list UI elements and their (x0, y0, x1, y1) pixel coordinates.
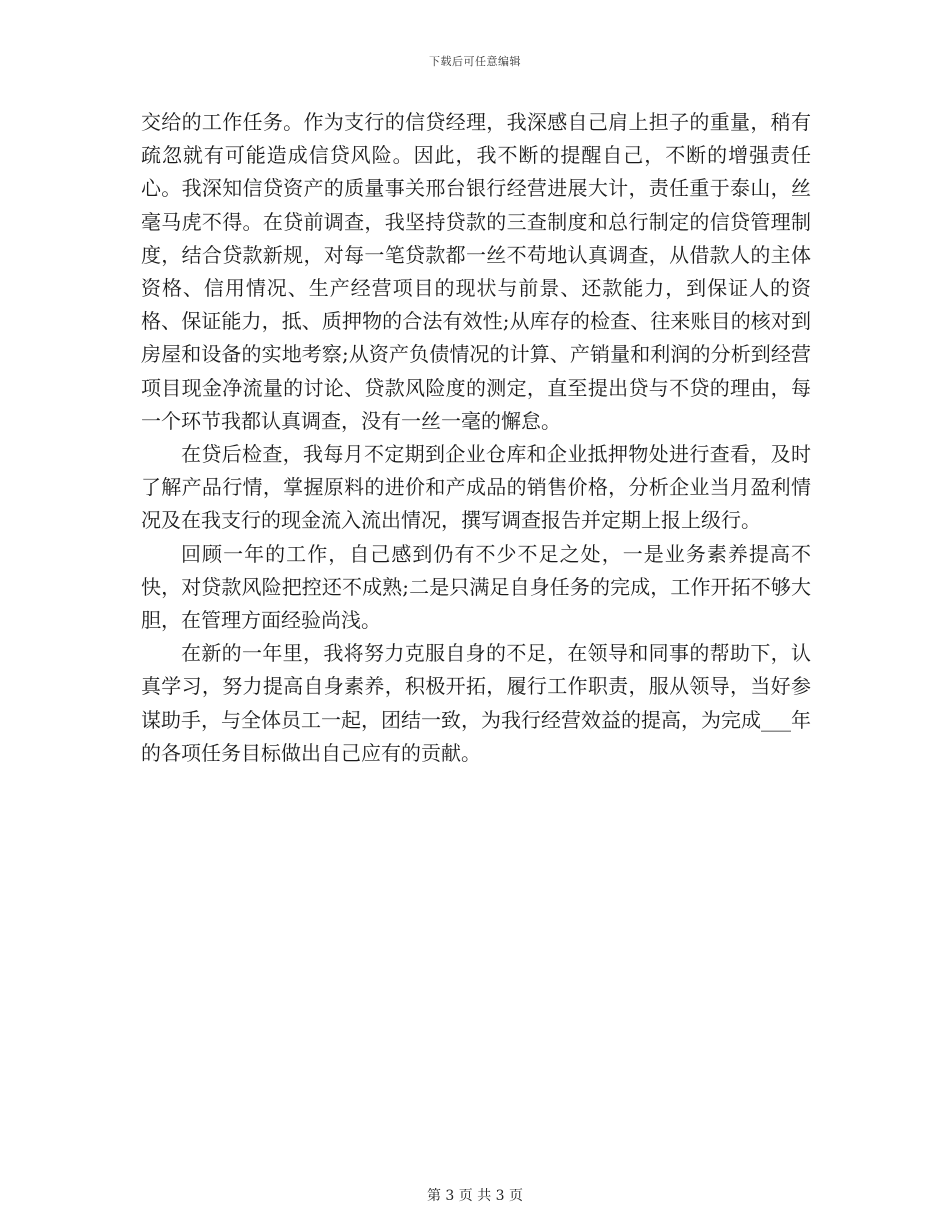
page-number: 第 3 页 共 3 页 (426, 1188, 524, 1204)
page-header-note: 下载后可任意编辑 (429, 55, 521, 68)
paragraph-post-loan-check: 在贷后检查，我每月不定期到企业仓库和企业抵押物处进行查看，及时了解产品行情，掌握原料的进价和产成品的销售价格，分析企业当月盈利情况及在我支行的现金流入流出情况，撰写调查报告并定期上报上级行。 (141, 442, 811, 533)
paragraph-continuation: 交给的工作任务。作为支行的信贷经理，我深感自己肩上担子的重量，稍有疏忽就有可能造成信贷风险。因此，我不断的提醒自己，不断的增强责任心。我深知信贷资产的质量事关邢台银行经营进展大计，责任重于泰山，丝毫马虎不得。在贷前调查，我坚持贷款的三查制度和总行制定的信贷管理制度，结合贷款新规，对每一笔贷款都一丝不苟地认真调查，从借款人的主体资格、信用情况、生产经营项目的现状与前景、还款能力，到保证人的资格、保证能力，抵、质押物的合法有效性;从库存的检查、往来账目的核对到房屋和设备的实地考察;从资产负债情况的计算、产销量和利润的分析到经营项目现金净流量的讨论、贷款风险度的测定，直至提出贷与不贷的理由，每一个环节我都认真调查，没有一丝一毫的懈怠。 (141, 110, 811, 433)
document-body (141, 106, 811, 770)
paragraph-new-year-plan: 在新的一年里，我将努力克服自身的不足，在领导和同事的帮助下，认真学习，努力提高自身素养，积极开拓，履行工作职责，服从领导，当好参谋助手，与全体员工一起，团结一致，为我行经营效益的提高，为完成___年的各项任务目标做出自己应有的贡献。 (141, 641, 811, 765)
paragraph-year-review: 回顾一年的工作，自己感到仍有不少不足之处，一是业务素养提高不快，对贷款风险把控还不成熟;二是只满足自身任务的完成，工作开拓不够大胆，在管理方面经验尚浅。 (141, 541, 811, 633)
